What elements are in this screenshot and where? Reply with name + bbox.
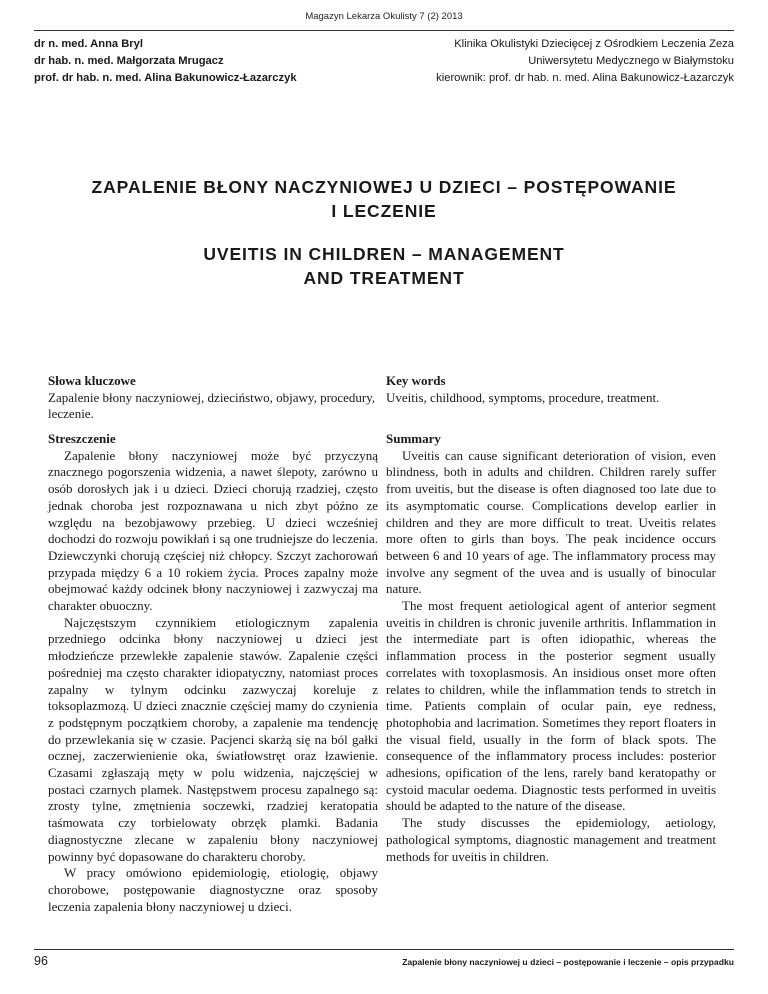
title-line: ZAPALENIE BŁONY NACZYNIOWEJ U DZIECI – POSTĘPOWANIE xyxy=(91,177,677,197)
affiliation-line: Uniwersytetu Medycznego w Białymstoku xyxy=(528,55,734,67)
abstract-heading: Summary xyxy=(386,431,441,446)
abstract-english xyxy=(386,431,716,865)
abstract-paragraph: W pracy omówiono epidemiologię, etiologię, objawy chorobowe, postępowanie diagnostyczne oraz sposoby leczenia zapalenia błony naczyniowej u dzieci. xyxy=(48,865,378,914)
running-title: Zapalenie błony naczyniowej u dzieci – postępowanie i leczenie – opis przypadku xyxy=(402,957,734,967)
keywords-text: Zapalenie błony naczyniowej, dzieciństwo, objawy, procedury, leczenie. xyxy=(48,389,376,422)
author-list xyxy=(34,36,297,87)
title-line: UVEITIS IN CHILDREN – MANAGEMENT xyxy=(203,244,565,264)
keywords-text: Uveitis, childhood, symptoms, procedure, treatment. xyxy=(386,389,660,405)
article-title-polish xyxy=(34,175,734,223)
keywords-heading: Key words xyxy=(386,373,446,388)
article-title-english xyxy=(34,242,734,290)
page-number: 96 xyxy=(34,954,48,968)
keywords-polish xyxy=(48,373,378,423)
abstract-heading: Streszczenie xyxy=(48,431,116,446)
affiliation-line: kierownik: prof. dr hab. n. med. Alina Bakunowicz-Łazarczyk xyxy=(436,72,734,84)
abstract-paragraph: The study discusses the epidemiology, aetiology, pathological symptoms, diagnostic management and treatment methods for uveitis in children. xyxy=(386,815,716,864)
footer-divider xyxy=(34,949,734,950)
keywords-english xyxy=(386,373,716,406)
affiliation-block xyxy=(436,36,734,87)
header-divider xyxy=(34,30,734,31)
abstract-paragraph: Zapalenie błony naczyniowej może być przyczyną znacznego pogorszenia widzenia, a nawet ślepoty, zarówno u osób dorosłych jak i u dzieci. Dzieci chorują rzadziej, często jednak choroba jest rozpoznawana u nich zbyt późno ze względu na bezobjawowy przebieg. U dzieci wcześniej dochodzi do rozwoju powikłań i są one trudniejsze do leczenia. Dziewczynki chorują częściej niż chłopcy. Szczyt zachorowań przypada między 6 a 10 rokiem życia. Proces zapalny może obejmować każdy odcinek błony naczyniowej i zazwyczaj ma charakter obuoczny. xyxy=(48,447,378,614)
author-name: dr hab. n. med. Małgorzata Mrugacz xyxy=(34,55,224,67)
abstract-paragraph: Najczęstszym czynnikiem etiologicznym zapalenia przedniego odcinka błony naczyniowej u dzieci jest młodzieńcze przewlekłe zapalenie stawów. Zapalenie części pośredniej ma często charakter idiopatyczny, natomiast proces zapalny w tylnym odcinku zazwyczaj koreluje z toksoplazmozą. U dzieci znacznie częściej mamy do czynienia z podstępnym początkiem choroby, a zapalenie ma tendencję do przewlekania się w czasie. Pacjenci skarżą się na ból gałki ocznej, zaczerwienienie oka, światłowstręt oraz łzawienie. Czasami zgłaszają męty w polu widzenia, najczęściej w postaci czarnych plamek. Następstwem procesu zapalnego są: zrosty tylne, zmętnienia soczewki, rzadziej keratopatia taśmowata czy torbielowaty obrzęk plamki. Badania diagnostyczne zlecane w zapaleniu błony naczyniowej powinny być dopasowane do charakteru choroby. xyxy=(48,614,378,864)
keywords-heading: Słowa kluczowe xyxy=(48,373,136,388)
title-line: AND TREATMENT xyxy=(303,268,465,288)
abstract-polish xyxy=(48,431,378,915)
author-name: dr n. med. Anna Bryl xyxy=(34,38,143,50)
abstract-paragraph: The most frequent aetiological agent of anterior segment uveitis in children is chronic juvenile arthritis. Inflammation in the intermediate part is often idiopathic, whereas the inflammation process in the posterior segment usually correlates with toxoplasmosis. An insidious onset more often relates to children, while the inflammation tends to stretch in time. Patients complain of ocular pain, eye redness, photophobia and lacrimation. Sometimes they report floaters in the visual field, usually in the form of black spots. The consequence of the inflammatory process includes: posterior adhesions, opification of the lens, rarely band keratopathy or cystoid macular oedema. Diagnostic tests performed in uveitis should be adapted to the nature of the disease. xyxy=(386,598,716,814)
author-name: prof. dr hab. n. med. Alina Bakunowicz-Łazarczyk xyxy=(34,72,297,84)
journal-header: Magazyn Lekarza Okulisty 7 (2) 2013 xyxy=(305,11,463,22)
affiliation-line: Klinika Okulistyki Dziecięcej z Ośrodkiem Leczenia Zeza xyxy=(454,38,734,50)
title-line: I LECZENIE xyxy=(331,201,437,221)
abstract-paragraph: Uveitis can cause significant deterioration of vision, even blindness, both in adults and children. Children rarely suffer from uveitis, but the disease is often diagnosed too late due to its asymptomatic course. Complications develop earlier in children and they are more difficult to treat. Uveitis relates more often to girls than boys. The peak incidence occurs between 6 and 10 years of age. The inflammatory process may involve any segment of the uvea and is usually of binocular nature. xyxy=(386,447,716,597)
